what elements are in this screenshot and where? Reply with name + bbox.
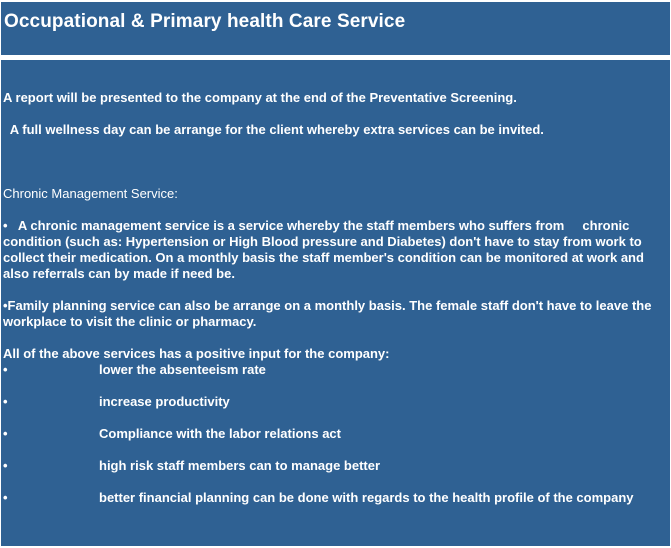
- bullet-symbol: •: [3, 362, 8, 377]
- benefit-text: better financial planning can be done with regards to the health profile of the company: [99, 490, 634, 505]
- bullet-symbol: •: [3, 458, 8, 473]
- content-panel: [1, 60, 670, 546]
- header-panel: [1, 2, 670, 55]
- chronic-paragraph: • A chronic management service is a service whereby the staff members who suffers from chronic condition (such as: Hypertension or High Blood pressure and Diabetes) don't have to stay from work to collect their medication. On a monthly basis the staff member's condition can be monitored at work and also referrals can by made if need be.: [3, 218, 648, 281]
- page-title: Occupational & Primary health Care Service: [4, 11, 406, 32]
- benefits-intro: All of the above services has a positive input for the company:: [3, 346, 390, 361]
- benefit-text: Compliance with the labor relations act: [99, 426, 341, 441]
- chronic-heading: Chronic Management Service:: [3, 186, 178, 201]
- benefit-text: lower the absenteeism rate: [99, 362, 266, 377]
- report-line: A report will be presented to the company at the end of the Preventative Screening.: [3, 90, 517, 105]
- benefit-text: high risk staff members can to manage better: [99, 458, 381, 473]
- bullet-symbol: •: [3, 394, 8, 409]
- family-paragraph: •Family planning service can also be arrange on a monthly basis. The female staff don't have to leave the workplace to visit the clinic or pharmacy.: [3, 298, 652, 329]
- benefit-text: increase productivity: [99, 394, 230, 409]
- bullet-symbol: •: [3, 426, 8, 441]
- bullet-symbol: •: [3, 490, 8, 505]
- wellness-line: A full wellness day can be arrange for the client whereby extra services can be invited.: [3, 122, 544, 137]
